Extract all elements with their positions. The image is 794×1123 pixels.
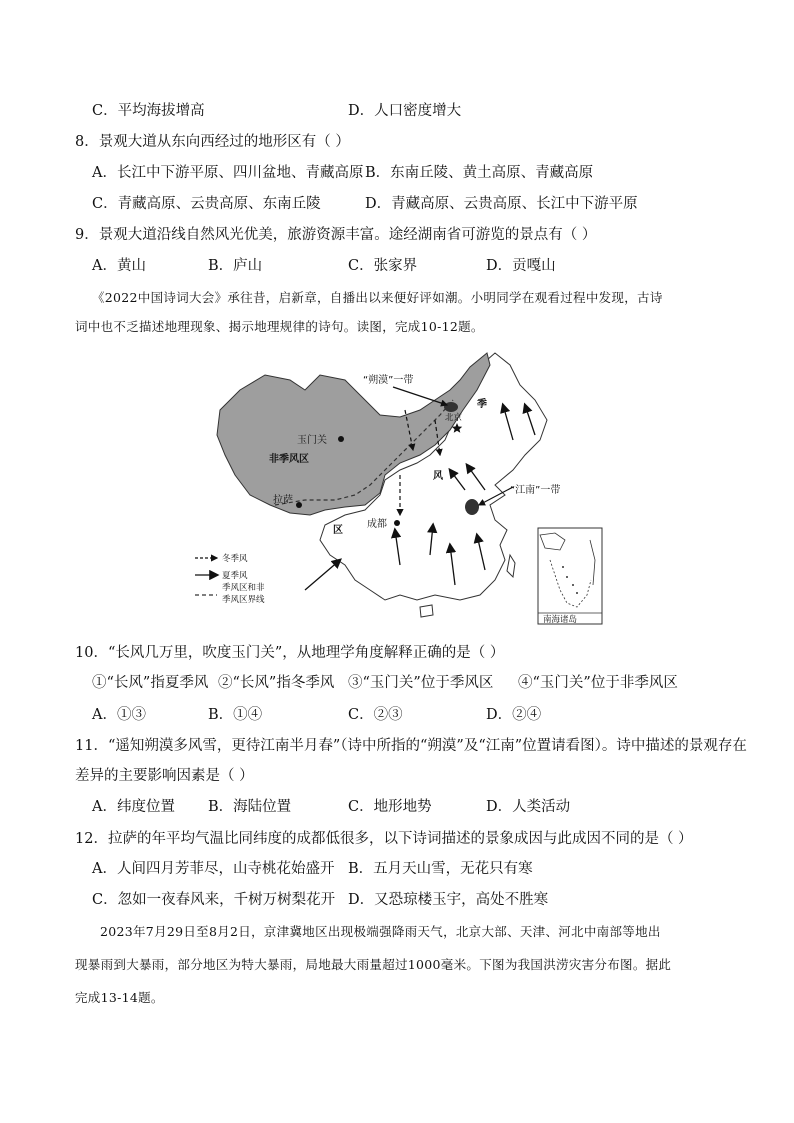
- q10-statement-1: ①“长风”指夏季风: [92, 675, 209, 691]
- q8-option-d: D．青藏高原、云贵高原、长江中下游平原: [365, 196, 638, 212]
- chengdu-dot: [394, 520, 400, 526]
- label-shuomo: “朔漠”一带: [363, 375, 414, 386]
- intro-10-12-line2: 词中也不乏描述地理现象、揭示地理规律的诗句。读图，完成10-12题。: [75, 319, 484, 334]
- label-nonmonsoon: 非季风区: [269, 454, 309, 465]
- q10-statement-4: ④“玉门关”位于非季风区: [518, 675, 678, 691]
- jiangnan-area: [465, 499, 479, 515]
- label-lasa: 拉萨: [273, 495, 293, 506]
- label-nanhai: 南海诸岛: [543, 615, 578, 625]
- q7-option-d: D．人口密度增大: [348, 103, 462, 119]
- q10-stem: 10．“长风几万里，吹度玉门关”，从地理学角度解释正确的是（ ）: [75, 645, 505, 661]
- q9-option-b: B．庐山: [208, 258, 263, 274]
- q8-stem: 8．景观大道从东向西经过的地形区有（ ）: [75, 134, 350, 150]
- q11-option-a: A．纬度位置: [92, 799, 175, 815]
- intro-13-14-line1: 2023年7月29日至8月2日，京津冀地区出现极端强降雨天气，北京大部、天津、河北中南部等地出: [100, 924, 661, 939]
- label-ji: 季: [477, 399, 487, 410]
- q12-stem: 12．拉萨的年平均气温比同纬度的成都低很多，以下诗词描述的景象成因与此成因不同的是（ ）: [75, 831, 693, 847]
- q8-option-a: A．长江中下游平原、四川盆地、青藏高原: [92, 165, 364, 181]
- q11-option-d: D．人类活动: [486, 799, 571, 815]
- q10-option-d: D．②④: [486, 707, 542, 723]
- legend-summer: 夏季风: [222, 571, 248, 581]
- intro-13-14-line2: 现暴雨到大暴雨，部分地区为特大暴雨，局地最大雨量超过1000毫米。下图为我国洪涝灾害分布图。据此: [75, 957, 672, 972]
- lasa-dot: [296, 502, 302, 508]
- q9-option-a: A．黄山: [92, 258, 146, 274]
- legend-boundary-1: 季风区和非: [222, 583, 265, 593]
- q11-option-c: C．地形地势: [348, 799, 432, 815]
- label-qu: 区: [333, 525, 343, 536]
- q12-option-c: C．忽如一夜春风来，千树万树梨花开: [92, 892, 336, 908]
- q10-option-b: B．①④: [208, 707, 263, 723]
- q10-statement-3: ③“玉门关”位于季风区: [348, 675, 494, 691]
- yumenguan-dot: [338, 436, 344, 442]
- label-yumenguan: 玉门关: [297, 435, 327, 446]
- china-monsoon-map: [195, 345, 610, 630]
- taiwan: [507, 555, 515, 577]
- q12-option-b: B．五月天山雪，无花只有寒: [348, 861, 533, 877]
- label-chengdu: 成都: [367, 519, 387, 530]
- q11-stem-line1: 11．“遥知朔漠多风雪，更待江南半月春”（诗中所指的“朔漠”及“江南”位置请看图）。诗中描述的景观存在: [75, 738, 747, 754]
- south-china-sea-inset: [538, 528, 602, 625]
- q8-option-c: C．青藏高原、云贵高原、东南丘陵: [92, 196, 321, 212]
- q12-option-d: D．又恐琼楼玉宇，高处不胜寒: [348, 892, 549, 908]
- legend-boundary-2: 季风区界线: [222, 595, 265, 605]
- summer-arrow-1: [305, 560, 340, 590]
- legend-winter: 冬季风: [222, 554, 248, 564]
- label-jiangnan: “江南”一带: [510, 485, 561, 496]
- q8-option-b: B．东南丘陵、黄土高原、青藏高原: [365, 165, 594, 181]
- shuomo-area: [444, 402, 458, 412]
- q7-option-c: C．平均海拔增高: [92, 103, 205, 119]
- q10-option-c: C．②③: [348, 707, 403, 723]
- q11-option-b: B．海陆位置: [208, 799, 292, 815]
- hainan: [420, 605, 433, 617]
- q12-option-a: A．人间四月芳菲尽，山寺桃花始盛开: [92, 861, 335, 877]
- intro-13-14-line3: 完成13-14题。: [75, 990, 164, 1005]
- q9-option-d: D．贡嘎山: [486, 258, 556, 274]
- map-legend: [195, 553, 265, 605]
- shuomo-pointer: [393, 387, 447, 405]
- q9-stem: 9．景观大道沿线自然风光优美，旅游资源丰富。途经湖南省可游览的景点有（ ）: [75, 227, 597, 243]
- label-feng: 风: [433, 471, 443, 482]
- intro-10-12-line1: 《2022中国诗词大会》承往昔，启新章，自播出以来便好评如潮。小明同学在观看过程中发现，古诗: [92, 290, 663, 305]
- q9-option-c: C．张家界: [348, 258, 418, 274]
- q10-statement-2: ②“长风”指冬季风: [218, 675, 335, 691]
- label-beijing: 北京: [445, 413, 463, 423]
- q10-option-a: A．①③: [92, 707, 146, 723]
- q11-stem-line2: 差异的主要影响因素是（ ）: [75, 768, 254, 784]
